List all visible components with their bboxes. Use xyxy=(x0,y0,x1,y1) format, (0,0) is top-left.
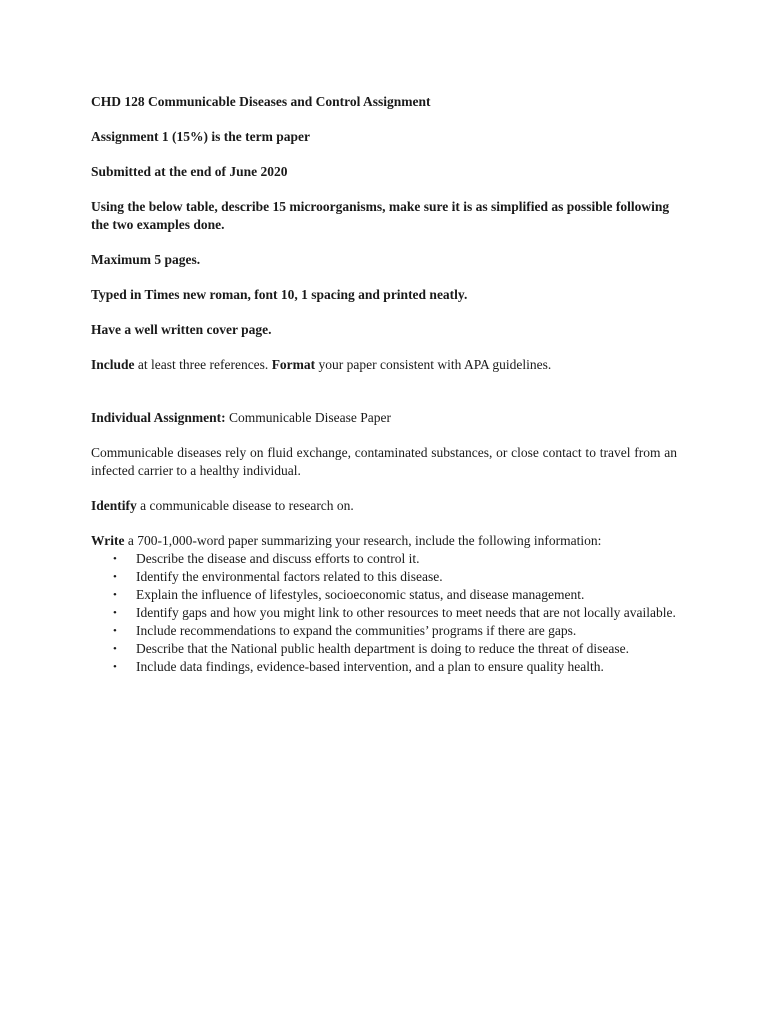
document-body xyxy=(91,93,677,676)
bullet-icon: • xyxy=(113,607,117,619)
list-item xyxy=(91,640,677,658)
include-label: Include xyxy=(91,357,135,372)
bullet-icon: • xyxy=(113,571,117,583)
submission-line: Submitted at the end of June 2020 xyxy=(91,164,288,179)
individual-text: Communicable Disease Paper xyxy=(225,410,392,425)
write-text: a 700-1,000-word paper summarizing your research, include the following information: xyxy=(124,533,602,548)
identify-label: Identify xyxy=(91,498,137,513)
list-item-text: Describe the disease and discuss efforts to control it. xyxy=(136,551,420,566)
cover-page-instruction: Have a well written cover page. xyxy=(91,322,272,337)
write-label: Write xyxy=(91,533,125,548)
assignment-line: Assignment 1 (15%) is the term paper xyxy=(91,129,310,144)
include-text: at least three references. xyxy=(134,357,272,372)
format-text: your paper consistent with APA guidelines. xyxy=(315,357,552,372)
references-instruction xyxy=(91,356,677,374)
document-title: CHD 128 Communicable Diseases and Control Assignment xyxy=(91,94,431,109)
write-instruction xyxy=(91,532,677,550)
list-item-text: Include data findings, evidence-based intervention, and a plan to ensure quality health. xyxy=(136,659,604,674)
list-item-text: Identify gaps and how you might link to other resources to meet needs that are not locally available. xyxy=(136,605,676,620)
list-item-text: Explain the influence of lifestyles, socioeconomic status, and disease management. xyxy=(136,587,585,602)
format-label: Format xyxy=(271,357,316,372)
individual-assignment xyxy=(91,409,677,427)
table-instruction: Using the below table, describe 15 microorganisms, make sure it is as simplified as possible following the two examples done. xyxy=(91,199,670,232)
list-item xyxy=(91,586,677,604)
bullet-icon: • xyxy=(113,661,117,673)
list-item-text: Describe that the National public health department is doing to reduce the threat of disease. xyxy=(136,641,629,656)
requirements-list xyxy=(91,550,677,676)
list-item xyxy=(91,550,677,568)
list-item-text: Identify the environmental factors related to this disease. xyxy=(136,569,443,584)
bullet-icon: • xyxy=(113,643,117,655)
list-item xyxy=(91,622,677,640)
list-item xyxy=(91,658,677,676)
identify-instruction xyxy=(91,497,677,515)
page-limit: Maximum 5 pages. xyxy=(91,252,201,267)
list-item xyxy=(91,568,677,586)
bullet-icon: • xyxy=(113,625,117,637)
individual-label: Individual Assignment: xyxy=(91,410,226,425)
list-item xyxy=(91,604,677,622)
bullet-icon: • xyxy=(113,589,117,601)
typing-instruction: Typed in Times new roman, font 10, 1 spacing and printed neatly. xyxy=(91,287,468,302)
list-item-text: Include recommendations to expand the communities’ programs if there are gaps. xyxy=(136,623,577,638)
section-spacer xyxy=(91,391,677,409)
identify-text: a communicable disease to research on. xyxy=(136,498,354,513)
disease-description: Communicable diseases rely on fluid exchange, contaminated substances, or close contact to travel from an infected carrier to a healthy individual. xyxy=(91,445,677,478)
bullet-icon: • xyxy=(113,553,117,565)
